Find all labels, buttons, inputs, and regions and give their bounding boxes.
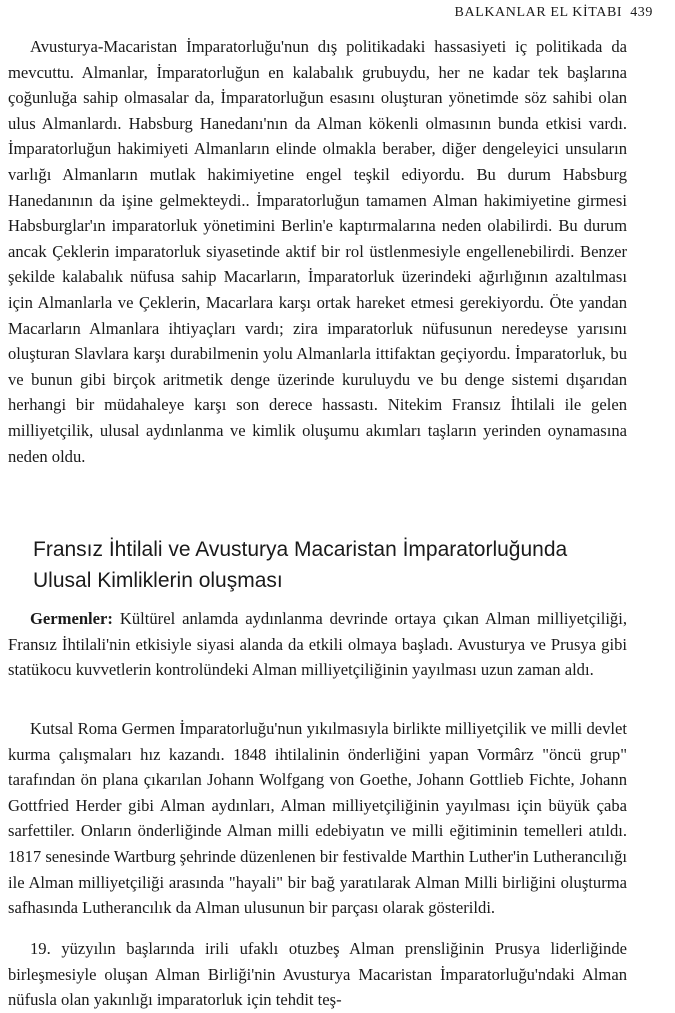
section-heading-line-1: Fransız İhtilali ve Avusturya Macaristan İmparatorluğunda bbox=[33, 538, 568, 561]
paragraph-text: Kültürel anlamda aydınlanma devrinde ortaya çıkan Alman milliyetçiliği, Fransız İhtilali'nin etkisiyle siyasi alanda da etkili olmaya başladı. Avusturya ve Prusya gibi statükocu kuvvetlerin kontrolündeki Alman milliyetçiliğinin yayılması uzun zaman aldı. bbox=[8, 609, 627, 680]
paragraph-19-yuzyil bbox=[8, 936, 627, 1013]
paragraph-kutsal-roma bbox=[8, 716, 627, 921]
paragraph-lead-term: Germenler: bbox=[30, 609, 113, 628]
section-heading-line-2: Ulusal Kimliklerin oluşması bbox=[33, 569, 283, 592]
paragraph-text: Kutsal Roma Germen İmparatorluğu'nun yıkılmasıyla birlikte milliyetçilik ve milli devlet kurma çalışmaları hız kazandı. 1848 ihtilalinin önderliğini yapan Vormârz "öncü grup" tarafından ön plana çıkarılan Johann Wolfgang von Goethe, Johann Gottlieb Fichte, Johann Gottfried Herder gibi Alman aydınları, Alman milliyetçiliğinin yayılması için büyük çaba sarfettiler. Onların önderliğinde Alman milli edebiyatın ve milli eğitiminin temelleri atıldı. 1817 senesinde Wartburg şehrinde düzenlenen bir festivalde Marthin Luther'in Lutherancılığı ile Alman milliyetçiliği arasında "hayali" bir bağ yaratılarak Alman Milli birliğini oluşturma safhasında Lutherancılık da Alman ulusunun bir parçası olarak gösterildi. bbox=[8, 719, 627, 918]
paragraph-intro bbox=[8, 34, 627, 469]
section-heading bbox=[33, 534, 653, 596]
running-header bbox=[455, 5, 653, 21]
paragraph-germenler bbox=[8, 606, 627, 683]
paragraph-text: Avusturya-Macaristan İmparatorluğu'nun dış politikadaki hassasiyeti iç politikada da mevcuttu. Almanlar, İmparatorluğun en kalabalık grubuydu, her ne kadar tek başlarına çoğunluğa sahip olmasalar da, İmparatorluğun esasını oluşturan yönetimde söz sahibi olan ulus Almanlardı. Habsburg Hanedanı'nın da Alman kökenli olmasının bunda etkisi vardı. İmparatorluğun hakimiyeti Almanların elinde olmakla beraber, diğer dengeleyici unsuların varlığı Almanların mutlak hakimiyetine engel teşkil ediyordu. Bu durum Habsburg Hanedanının da işine gelmekteydi.. İmparatorluğun tamamen Alman hakimiyetine girmesi Habsburglar'ın imparatorluk yönetimini Berlin'e kaptırmalarına neden olabilirdi. Bu durum ancak Çeklerin imparatorluk siyasetinde aktif bir rol üstlenmesiyle engellenebilirdi. Benzer şekilde kalabalık nüfusa sahip Macarların, İmparatorluk üzerindeki ağırlığının azaltılması için Almanlarla ve Çeklerin, Macarlara karşı ortak hareket etmesi gerekiyordu. Öte yandan Macarların Almanlara ihtiyaçları vardı; zira imparatorluk nüfusunun neredeyse yarısını oluşturan Slavlara karşı durabilmenin yolu Almanlarla ittifaktan geçiyordu. İmparatorluk, bu ve bunun gibi birçok aritmetik denge üzerinde kuruluydu ve bu denge sistemi dışarıdan herhangi bir müdahaleye karşı son derece hassastı. Nitekim Fransız İhtilali ile gelen milliyetçilik, ulusal aydınlanma ve kimlik oluşumu akımları taşların yerinden oynamasına neden oldu. bbox=[8, 37, 627, 466]
page-number: 439 bbox=[630, 5, 653, 20]
paragraph-text: 19. yüzyılın başlarında irili ufaklı otuzbeş Alman prensliğinin Prusya liderliğinde birleşmesiyle oluşan Alman Birliği'nin Avusturya Macaristan İmparatorluğu'ndaki Alman nüfusla olan yakınlığı imparatorluk için tehdit teş- bbox=[8, 939, 627, 1010]
running-title: BALKANLAR EL KİTABI bbox=[454, 5, 623, 20]
